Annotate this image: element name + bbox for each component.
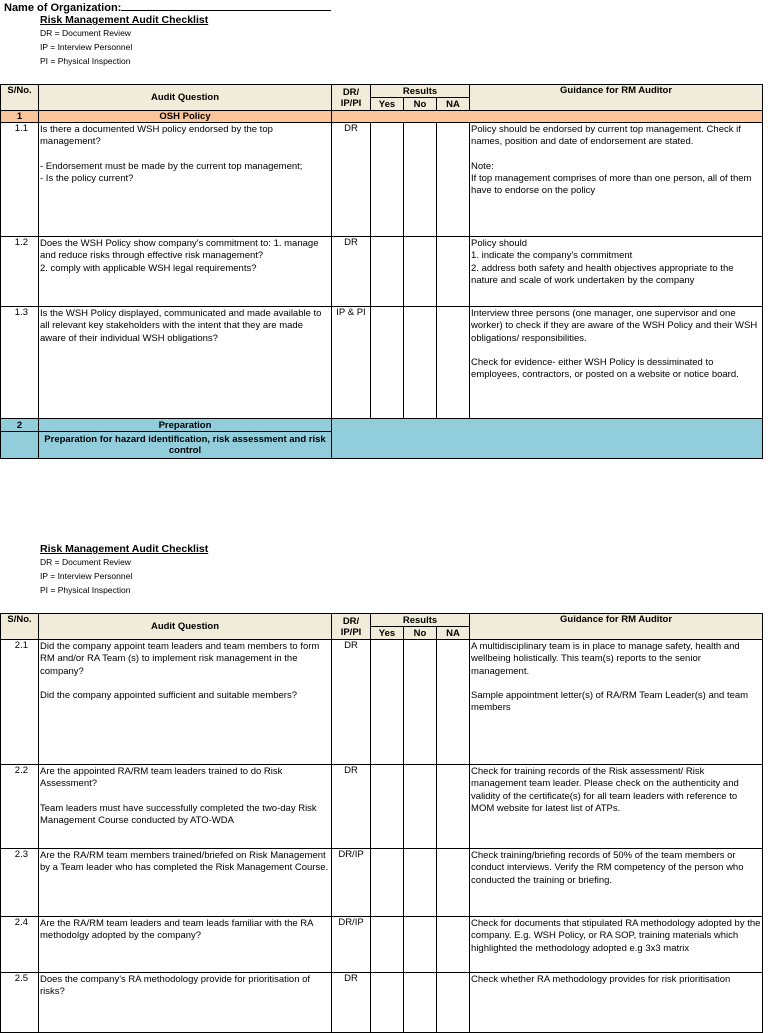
header-yes: Yes xyxy=(371,98,404,111)
table-row xyxy=(1,307,763,419)
na-cell[interactable] xyxy=(437,917,470,973)
row-number: 1.2 xyxy=(1,237,39,307)
header-na: NA xyxy=(437,627,470,640)
method-cell: IP & PI xyxy=(332,307,371,419)
na-cell[interactable] xyxy=(437,237,470,307)
header-sno: S/No. xyxy=(1,614,39,640)
no-cell[interactable] xyxy=(404,849,437,917)
guidance-cell: Check training/briefing records of 50% of the team members or conduct interviews. Verify the RM competency of the person who conducted the training or briefing. xyxy=(470,849,763,917)
no-cell[interactable] xyxy=(404,917,437,973)
guidance-cell: A multidisciplinary team is in place to manage safety, health and wellbeing holistically. This team(s) reports to the senior management. Sample appointment letter(s) of RA/RM Team Leader(s) and team members xyxy=(470,640,763,765)
audit-question: Are the appointed RA/RM team leaders trained to do Risk Assessment? Team leaders must have successfully completed the two-day Risk Management Course conducted by ATO-WDA xyxy=(39,765,332,849)
guidance-cell: Policy should be endorsed by current top management. Check if names, position and date of endorsement are stated. Note: If top management comprises of more than one person, all of them have to endorse on the policy xyxy=(470,123,763,237)
legend-ip: IP = Interview Personnel xyxy=(40,571,133,581)
legend-pi: PI = Physical Inspection xyxy=(40,585,131,595)
table-row xyxy=(1,237,763,307)
na-cell[interactable] xyxy=(437,849,470,917)
legend-pi: PI = Physical Inspection xyxy=(40,56,131,66)
yes-cell[interactable] xyxy=(371,307,404,419)
header-results: Results xyxy=(371,85,470,98)
organization-name-field xyxy=(4,0,331,14)
guidance-cell: Check whether RA methodology provides for risk prioritisation xyxy=(470,973,763,1033)
header-audit-question: Audit Question xyxy=(39,614,332,640)
no-cell[interactable] xyxy=(404,307,437,419)
yes-cell[interactable] xyxy=(371,123,404,237)
table-row xyxy=(1,917,763,973)
audit-question: Are the RA/RM team leaders and team leads familiar with the RA methodolgy adopted by the company? xyxy=(39,917,332,973)
organization-label: Name of Organization: xyxy=(4,2,122,14)
header-na: NA xyxy=(437,98,470,111)
na-cell[interactable] xyxy=(437,640,470,765)
audit-table-2 xyxy=(0,613,763,1033)
na-cell[interactable] xyxy=(437,123,470,237)
na-cell[interactable] xyxy=(437,765,470,849)
no-cell[interactable] xyxy=(404,640,437,765)
yes-cell[interactable] xyxy=(371,849,404,917)
table-row xyxy=(1,123,763,237)
section-band xyxy=(332,419,763,459)
method-cell: DR xyxy=(332,765,371,849)
yes-cell[interactable] xyxy=(371,237,404,307)
legend-dr: DR = Document Review xyxy=(40,28,131,38)
audit-question: Does the WSH Policy show company's commitment to: 1. manage and reduce risks through effective risk management? 2. comply with applicable WSH legal requirements? xyxy=(39,237,332,307)
header-guidance: Guidance for RM Auditor xyxy=(470,85,763,111)
method-cell: DR xyxy=(332,237,371,307)
section-number: 1 xyxy=(1,111,39,123)
header-audit-question: Audit Question xyxy=(39,85,332,111)
audit-question: Are the RA/RM team members trained/briefed on Risk Management by a Team leader who has completed the Risk Management Course. xyxy=(39,849,332,917)
header-no: No xyxy=(404,98,437,111)
table-row xyxy=(1,765,763,849)
row-number: 1.3 xyxy=(1,307,39,419)
row-number: 2.1 xyxy=(1,640,39,765)
legend-dr: DR = Document Review xyxy=(40,557,131,567)
yes-cell[interactable] xyxy=(371,917,404,973)
no-cell[interactable] xyxy=(404,237,437,307)
audit-question: Is there a documented WSH policy endorsed by the top management? - Endorsement must be made by the current top management; - Is the policy current? xyxy=(39,123,332,237)
checklist-title: Risk Management Audit Checklist xyxy=(40,14,209,26)
row-number: 2.5 xyxy=(1,973,39,1033)
no-cell[interactable] xyxy=(404,123,437,237)
row-number: 2.4 xyxy=(1,917,39,973)
section-title: Preparation xyxy=(39,419,332,432)
legend-ip: IP = Interview Personnel xyxy=(40,42,133,52)
audit-table-1 xyxy=(0,84,763,459)
table-row xyxy=(1,640,763,765)
table-row xyxy=(1,849,763,917)
header-method: DR/ IP/PI xyxy=(332,85,371,111)
method-cell: DR/IP xyxy=(332,849,371,917)
method-cell: DR xyxy=(332,123,371,237)
yes-cell[interactable] xyxy=(371,640,404,765)
audit-question: Did the company appoint team leaders and team members to form RM and/or RA Team (s) to implement risk management in the company? Did the company appointed sufficient and suitable members? xyxy=(39,640,332,765)
section-band xyxy=(332,111,763,123)
yes-cell[interactable] xyxy=(371,765,404,849)
row-number: 2.3 xyxy=(1,849,39,917)
guidance-cell: Check for training records of the Risk assessment/ Risk management team leader. Please check on the authenticity and validity of the certificate(s) for all team leaders with reference to MOM website for latest list of ATPs. xyxy=(470,765,763,849)
header-results: Results xyxy=(371,614,470,627)
no-cell[interactable] xyxy=(404,765,437,849)
guidance-cell: Interview three persons (one manager, one supervisor and one worker) to check if they are aware of the WSH Policy and their WSH obligations/ responsibilities. Check for evidence- either WSH Policy is dessiminated to employees, contractors, or posted on a website or notice board. xyxy=(470,307,763,419)
organization-blank-line xyxy=(121,0,331,11)
method-cell: DR xyxy=(332,640,371,765)
guidance-cell: Check for documents that stipulated RA methodology adopted by the company. E.g. WSH Policy, or RA SOP, training materials which highlighted the methodology adopted e.g 3x3 matrix xyxy=(470,917,763,973)
section-number: 2 xyxy=(1,419,39,432)
row-number: 2.2 xyxy=(1,765,39,849)
section-title: OSH Policy xyxy=(39,111,332,123)
checklist-title: Risk Management Audit Checklist xyxy=(40,543,209,555)
na-cell[interactable] xyxy=(437,307,470,419)
header-method: DR/ IP/PI xyxy=(332,614,371,640)
guidance-cell: Policy should 1. indicate the company's commitment 2. address both safety and health objectives appropriate to the nature and scale of work undertaken by the company xyxy=(470,237,763,307)
header-yes: Yes xyxy=(371,627,404,640)
row-number: 1.1 xyxy=(1,123,39,237)
method-cell: DR/IP xyxy=(332,917,371,973)
header-no: No xyxy=(404,627,437,640)
header-guidance: Guidance for RM Auditor xyxy=(470,614,763,640)
audit-question: Is the WSH Policy displayed, communicated and made available to all relevant key stakeholders with the intent that they are made aware of their individual WSH obligations? xyxy=(39,307,332,419)
audit-question: Does the company's RA methodology provide for prioritisation of risks? xyxy=(39,973,332,1033)
section-subtitle: Preparation for hazard identification, risk assessment and risk control xyxy=(39,432,332,459)
method-cell: DR xyxy=(332,973,371,1033)
section-number-empty xyxy=(1,432,39,459)
header-sno: S/No. xyxy=(1,85,39,111)
